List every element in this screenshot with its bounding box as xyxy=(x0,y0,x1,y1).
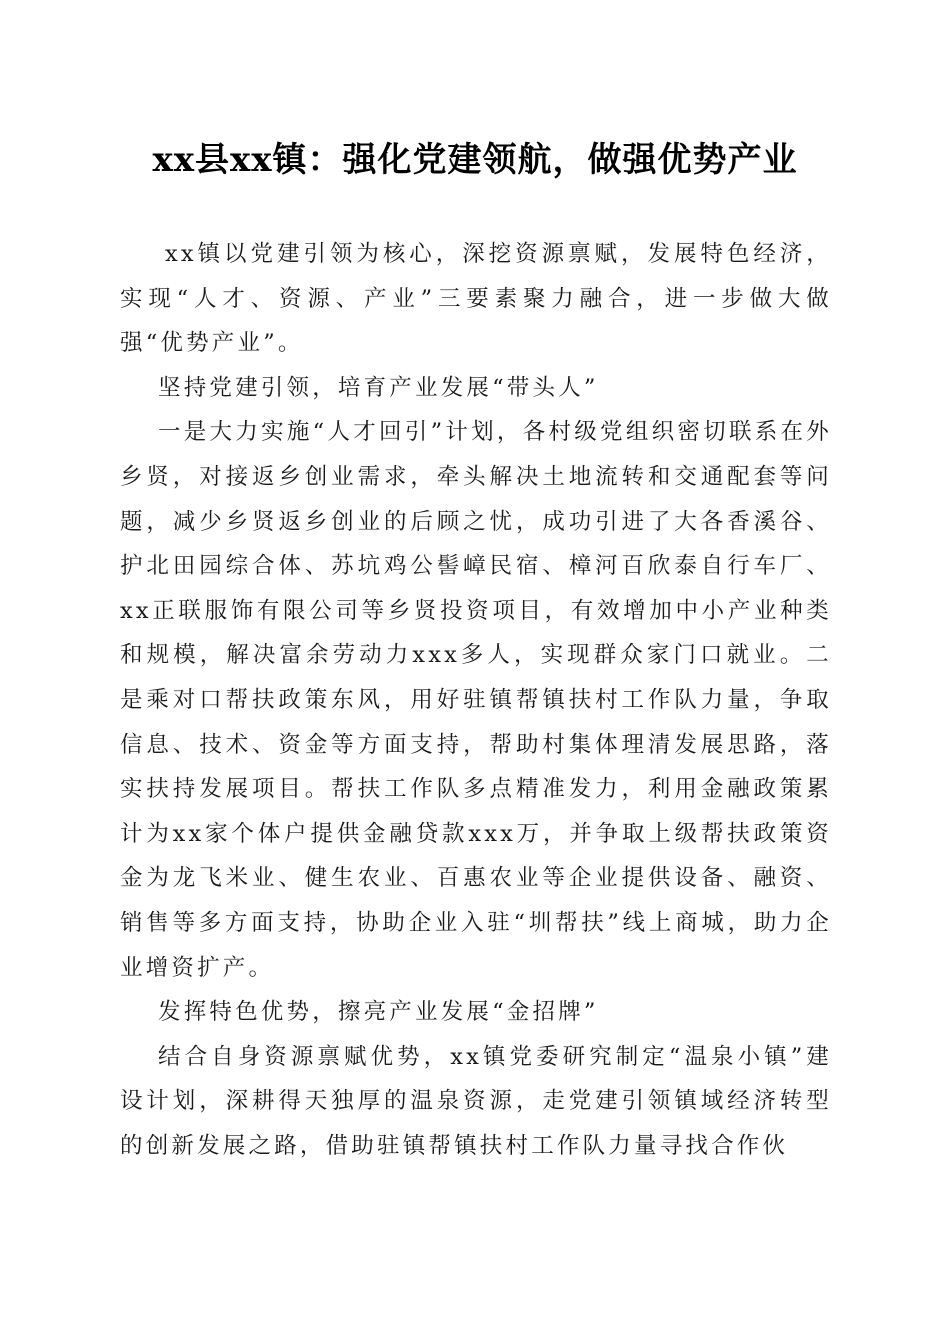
document-body xyxy=(120,232,832,1168)
section-heading-talent: 坚持党建引领，培育产业发展“带头人” xyxy=(158,374,599,401)
document-title: xx县xx镇：强化党建领航，做强优势产业 xyxy=(152,140,798,180)
intro-paragraph: xx镇以党建引领为核心，深挖资源禀赋，发展特色经济，实现“人才、资源、产业”三要素聚力融合，进一步做大做强“优势产业”。 xyxy=(120,241,832,357)
section-heading-advantage: 发挥特色优势，擦亮产业发展“金招牌” xyxy=(158,999,599,1026)
talent-paragraph: 一是大力实施“人才回引”计划，各村级党组织密切联系在外乡贤，对接返乡创业需求，牵头解决土地流转和交通配套等问题，减少乡贤返乡创业的后顾之忧，成功引进了大各香溪谷、护北田园综合体、苏坑鸡公髻嶂民宿、樟河百欣泰自行车厂、xx正联服饰有限公司等乡贤投资项目，有效增加中小产业种类和规模，解决富余劳动力xxx多人，实现群众家门口就业。二是乘对口帮扶政策东风，用好驻镇帮镇扶村工作队力量，争取信息、技术、资金等方面支持，帮助村集体理清发展思路，落实扶持发展项目。帮扶工作队多点精准发力，利用金融政策累计为xx家个体户提供金融贷款xxx万，并争取上级帮扶政策资金为龙飞米业、健生农业、百惠农业等企业提供设备、融资、销售等多方面支持，协助企业入驻“圳帮扶”线上商城，助力企业增资扩产。 xyxy=(120,419,832,981)
advantage-paragraph: 结合自身资源禀赋优势，xx镇党委研究制定“温泉小镇”建设计划，深耕得天独厚的温泉资源，走党建引领镇域经济转型的创新发展之路，借助驻镇帮镇扶村工作队力量寻找合作伙 xyxy=(120,1043,832,1159)
